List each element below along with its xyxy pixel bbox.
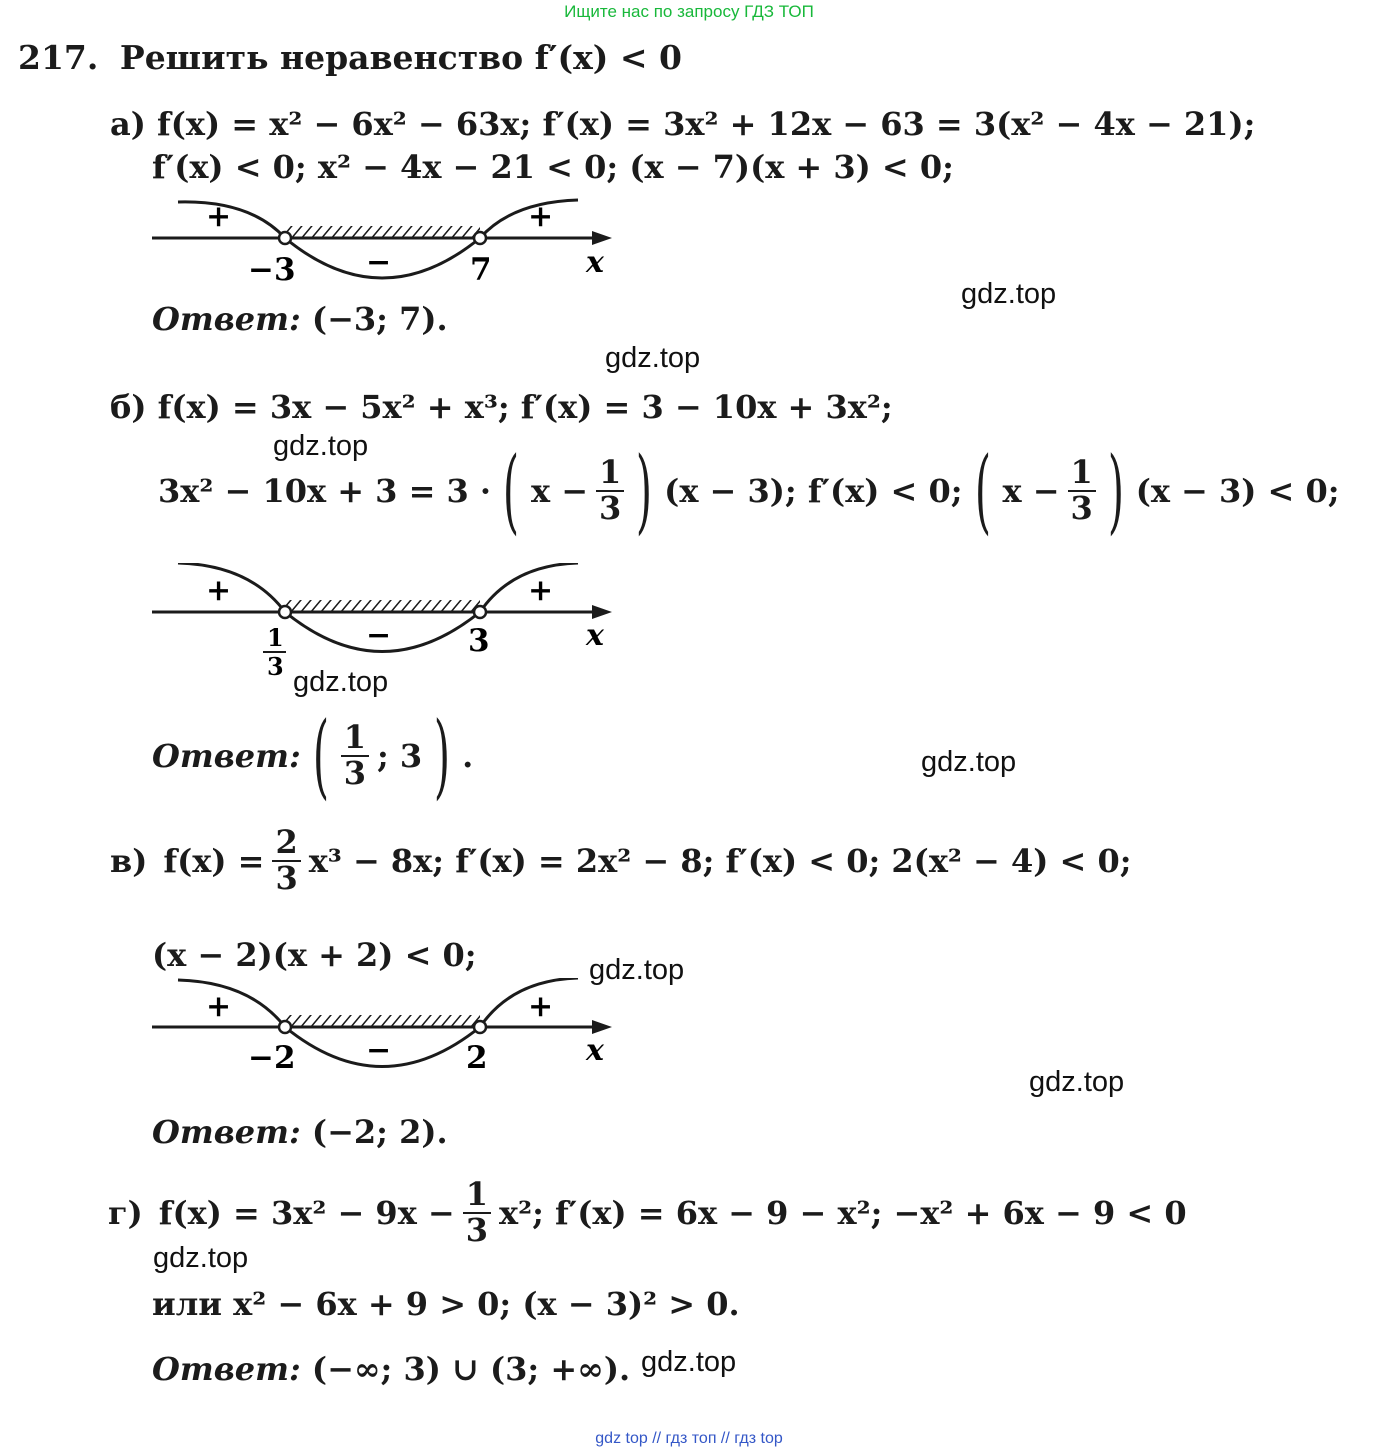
part-b-sign-left: + <box>206 573 232 608</box>
part-b-paren-close: ) <box>636 437 653 544</box>
part-b-paren-open: ( <box>502 437 520 544</box>
part-c-label: в) <box>110 841 148 880</box>
part-c-answer-value: (−2; 2). <box>311 1113 448 1151</box>
part-d-fraction-one-third <box>463 1175 491 1249</box>
part-b-answer-frac-den: 3 <box>343 754 366 792</box>
part-c-hatch <box>285 1015 480 1027</box>
part-c-label-left: −2 <box>248 1040 296 1076</box>
part-c-frac-num: 2 <box>272 826 300 862</box>
part-a-hatch <box>285 226 480 238</box>
part-d-frac-num: 1 <box>463 1178 491 1214</box>
watermark: gdz.top <box>921 746 1017 778</box>
part-b-answer-word: Ответ: <box>152 737 301 775</box>
watermark: gdz.top <box>293 666 389 698</box>
part-a-axis-label: x <box>586 245 604 280</box>
part-b-label-left-den: 3 <box>267 652 284 681</box>
part-c-label-right: 2 <box>466 1040 488 1076</box>
part-b-label-left-num: 1 <box>267 623 284 652</box>
part-c-answer-word: Ответ: <box>152 1113 301 1151</box>
part-c-answer <box>152 1113 448 1151</box>
part-b-answer-paren-close: ) <box>434 702 451 809</box>
part-b-frac-num-2: 1 <box>1068 456 1096 492</box>
part-d-answer <box>152 1350 630 1388</box>
part-b-frac-num: 1 <box>596 456 624 492</box>
part-a-point-left <box>279 232 291 244</box>
part-c-start: f(x) = <box>163 841 265 880</box>
part-c-frac-den: 3 <box>275 858 298 897</box>
part-c-sign-diagram <box>140 978 630 1078</box>
part-c-axis-arrow <box>592 1020 612 1034</box>
part-b-answer-sep: ; 3 <box>376 737 423 775</box>
part-a-sign-middle: − <box>366 245 392 280</box>
part-b-axis-label: x <box>586 618 604 653</box>
part-b-factorization-end: (x − 3) < 0; <box>1135 472 1340 510</box>
part-b-point-right <box>474 606 486 618</box>
part-b-line1 <box>110 388 893 426</box>
watermark: gdz.top <box>589 954 685 986</box>
part-b-paren-open-2: ( <box>974 437 991 544</box>
part-b-label: б) <box>110 388 147 426</box>
part-b-answer-frac-num: 1 <box>341 721 369 757</box>
part-b-paren-close-2: ) <box>1107 437 1124 544</box>
part-b-answer-paren-open: ( <box>312 702 329 809</box>
problem-number: 217. <box>18 38 99 77</box>
part-b-answer <box>152 702 474 809</box>
part-d-answer-value: (−∞; 3) ∪ (3; +∞). <box>311 1350 631 1388</box>
part-c-line2: (x − 2)(x + 2) < 0; <box>152 936 477 974</box>
part-a-answer-word: Ответ: <box>152 300 301 338</box>
part-a-answer-value: (−3; 7). <box>311 300 448 338</box>
part-b-curve-left <box>178 563 285 612</box>
part-a-sign-diagram <box>140 190 630 290</box>
watermark: gdz.top <box>961 278 1057 310</box>
part-b-factorization-mid: (x − 3); f′(x) < 0; <box>664 472 963 510</box>
part-b-hatch <box>285 600 480 612</box>
part-b-sign-right: + <box>528 573 554 608</box>
part-a-sign-right: + <box>528 199 554 234</box>
watermark: gdz.top <box>273 430 369 462</box>
part-b-point-left <box>279 606 291 618</box>
part-a-label: а) <box>110 105 146 143</box>
part-d-answer-word: Ответ: <box>152 1350 301 1388</box>
part-a-equation-1: f(x) = x² − 6x² − 63x; f′(x) = 3x² + 12x − 63 = 3(x² − 4x − 21); <box>157 105 1256 143</box>
part-b-frac-den-2: 3 <box>1070 489 1093 527</box>
part-b-equation-1: f(x) = 3x − 5x² + x³; f′(x) = 3 − 10x + 3x²; <box>157 388 893 426</box>
part-b-sign-middle: − <box>366 618 392 653</box>
part-d-line2: или x² − 6x + 9 > 0; (x − 3)² > 0. <box>152 1285 740 1323</box>
part-d-end: x²; f′(x) = 6x − 9 − x²; −x² + 6x − 9 < 0 <box>498 1193 1187 1232</box>
part-c-sign-middle: − <box>366 1033 392 1068</box>
watermark: gdz.top <box>153 1242 249 1274</box>
part-c-fraction-two-thirds <box>272 823 300 897</box>
part-b-fraction-one-third-2 <box>1068 453 1096 527</box>
part-c-sign-right: + <box>528 989 554 1024</box>
part-a-label-left: −3 <box>248 252 296 288</box>
bottom-banner[interactable]: gdz top // гдз топ // гдз top <box>595 1430 783 1447</box>
top-banner[interactable]: Ищите нас по запросу ГДЗ ТОП <box>564 2 814 21</box>
part-d-line1 <box>108 1175 1187 1249</box>
part-a-answer <box>152 300 448 338</box>
part-c-line1 <box>110 823 1132 897</box>
part-c-axis-label: x <box>586 1033 604 1068</box>
part-d-frac-den: 3 <box>465 1210 488 1249</box>
watermark: gdz.top <box>1029 1066 1125 1098</box>
part-a-axis-arrow <box>592 231 612 245</box>
part-d-start: f(x) = 3x² − 9x − <box>158 1193 455 1232</box>
part-b-sign-diagram <box>140 563 630 683</box>
part-b-x-minus-2: x − <box>1002 472 1060 510</box>
problem-heading <box>18 38 682 77</box>
part-a-label-right: 7 <box>470 252 492 288</box>
part-b-axis-arrow <box>592 605 612 619</box>
part-a-line1 <box>110 105 1255 143</box>
part-b-x-minus: x − <box>530 472 588 510</box>
part-c-sign-left: + <box>206 989 232 1024</box>
part-c-curve-left <box>178 980 285 1027</box>
watermark: gdz.top <box>641 1346 737 1378</box>
part-d-label: г) <box>108 1193 143 1232</box>
part-b-factorization-start: 3x² − 10x + 3 = 3 · <box>158 472 492 510</box>
part-c-point-left <box>279 1021 291 1033</box>
part-a-point-right <box>474 232 486 244</box>
part-a-sign-left: + <box>206 199 232 234</box>
part-b-answer-fraction <box>341 718 369 792</box>
part-b-answer-end: . <box>462 737 474 775</box>
part-b-label-right: 3 <box>468 623 490 659</box>
part-a-curve-left <box>178 202 285 238</box>
part-b-fraction-one-third <box>596 453 624 527</box>
part-b-frac-den: 3 <box>599 489 622 527</box>
problem-title: Решить неравенство f′(x) < 0 <box>119 38 683 77</box>
part-a-line2: f′(x) < 0; x² − 4x − 21 < 0; (x − 7)(x + 3) < 0; <box>152 148 954 186</box>
watermark: gdz.top <box>605 342 701 374</box>
part-c-point-right <box>474 1021 486 1033</box>
part-c-end: x³ − 8x; f′(x) = 2x² − 8; f′(x) < 0; 2(x² − 4) < 0; <box>308 841 1132 880</box>
